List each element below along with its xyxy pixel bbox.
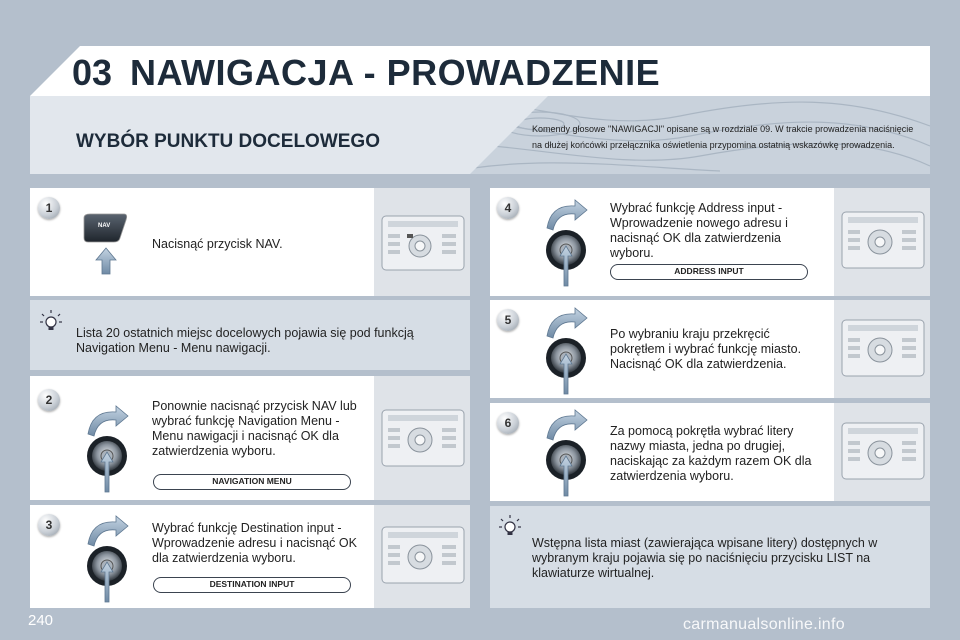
step-5-radio-thumbnail xyxy=(834,300,930,398)
step-2-badge: 2 xyxy=(38,389,60,411)
step-1-badge: 1 xyxy=(38,197,60,219)
radio-unit-icon xyxy=(834,188,930,296)
tip-2-text: Wstępna lista miast (zawierająca wpisane litery) dostępnych w wybranym kraju pojawia się po naciśnięciu przycisku LIST na klawiaturze wirtualnej. xyxy=(532,536,878,580)
tip-1-text: Lista 20 ostatnich miejsc docelowych pojawia się pod funkcją Navigation Menu - Menu nawigacji. xyxy=(76,326,414,355)
step-1-radio-thumbnail xyxy=(374,188,470,296)
radio-unit-icon xyxy=(374,505,470,608)
radio-unit-icon xyxy=(374,188,470,296)
rotary-knob-icon xyxy=(541,408,591,498)
lightbulb-icon xyxy=(497,513,523,539)
step-3-badge: 3 xyxy=(38,514,60,536)
step-5-badge: 5 xyxy=(497,309,519,331)
step-5-text: Po wybraniu kraju przekręcić pokrętłem i wybrać funkcję miasto. Nacisnąć OK dla zatwierdzenia. xyxy=(610,327,802,371)
step-4-text: Wybrać funkcję Address input - Wprowadzenie nowego adresu i nacisnąć OK dla zatwierdzenia wyboru. xyxy=(610,201,788,260)
address-input-badge: ADDRESS INPUT xyxy=(610,264,808,280)
rotary-knob-icon xyxy=(541,198,591,288)
destination-input-badge: DESTINATION INPUT xyxy=(153,577,351,593)
step-4-badge: 4 xyxy=(497,197,519,219)
page-number: 240 xyxy=(28,612,54,629)
radio-unit-icon xyxy=(834,403,930,501)
step-2-text: Ponownie nacisnąć przycisk NAV lub wybrać funkcję Navigation Menu - Menu nawigacji i nacisnąć OK dla zatwierdzenia wyboru. xyxy=(152,399,357,458)
rotary-knob-icon xyxy=(82,514,132,604)
step-3-text: Wybrać funkcję Destination input - Wprowadzenie adresu i nacisnąć OK dla zatwierdzenia wyboru. xyxy=(152,521,357,565)
rotary-knob-icon xyxy=(541,306,591,396)
chapter-number: 03 xyxy=(72,52,113,93)
nav-button-icon xyxy=(80,212,130,276)
rotary-knob-icon xyxy=(82,404,132,494)
step-6-radio-thumbnail xyxy=(834,403,930,501)
section-title: WYBÓR PUNKTU DOCELOWEGO xyxy=(76,131,380,152)
watermark: carmanualsonline.info xyxy=(683,616,845,633)
radio-unit-icon xyxy=(834,300,930,398)
step-2-radio-thumbnail xyxy=(374,376,470,500)
step-4-radio-thumbnail xyxy=(834,188,930,296)
nav-button-label: NAV xyxy=(98,223,111,229)
page-title: NAWIGACJA - PROWADZENIE xyxy=(130,52,661,93)
navigation-menu-badge: NAVIGATION MENU xyxy=(153,474,351,490)
voice-command-note: Komendy głosowe "NAWIGACJI" opisane są w rozdziale 09. W trakcie prowadzenia naciśnięcie na dłużej końcówki przełącznika oświetlenia przypomina ostatnią wskazówkę prowadzenia. xyxy=(532,124,914,150)
step-1-text: Nacisnąć przycisk NAV. xyxy=(152,237,283,251)
step-3-radio-thumbnail xyxy=(374,505,470,608)
step-6-text: Za pomocą pokrętła wybrać litery nazwy miasta, jedna po drugiej, naciskając za każdym razem OK dla zatwierdzenia wyboru. xyxy=(610,424,812,483)
step-6-badge: 6 xyxy=(497,412,519,434)
lightbulb-icon xyxy=(38,308,64,334)
radio-unit-icon xyxy=(374,376,470,500)
